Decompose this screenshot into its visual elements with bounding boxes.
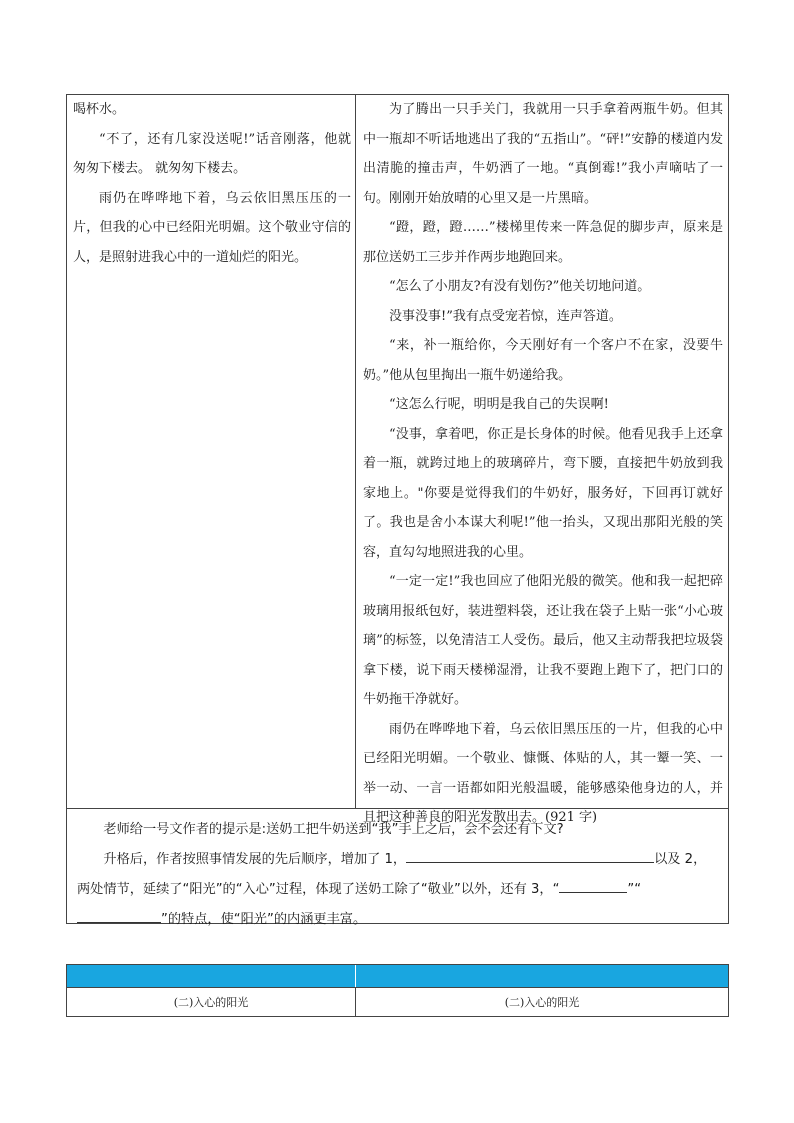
section-heading-table [66, 964, 729, 1017]
table-header-row [67, 965, 728, 987]
header-divider [355, 965, 356, 987]
left-essay-column [73, 95, 351, 272]
right-paragraph-4: 没事没事!”我有点受宠若惊，连声答道。 [389, 308, 622, 324]
question-suffix: 的特点，使“阳光”的内涵更丰富。 [167, 912, 367, 927]
right-paragraph-9: 雨仍在哗哗地下着，乌云依旧黑压压的一片，但我的心中已经阳光明媚。一个敬业、慷慨、体贴的人，其一颦一笑、一举一动、一言一语都如阳光般温暖，能够感染他身边的人，并且把这种善良的阳光发散出去。(921 字) [363, 721, 723, 825]
section-title-left: (二)入心的阳光 [173, 996, 249, 1009]
quote-mid: ”“ [627, 882, 642, 897]
essay-comparison-table [66, 94, 729, 927]
question-middle: 以及 2，两处情节，延续了“阳光”的“入心”过程，体现了送奶工除了“敬业”以外，还有 3， [77, 852, 707, 897]
right-paragraph-7: “没事，拿着吧，你正是长身体的时候。他看见我手上还拿着一瓶，就跨过地上的玻璃碎片，弯下腰，直接把牛奶放到我家地上。"你要是觉得我们的牛奶好，服务好，下回再订就好了。我也是舍小本谋大利呢!”他一抬头，又现出那阳光般的笑容，直勾勾地照进我的心里。 [363, 426, 723, 560]
answer-blank-3b[interactable] [77, 907, 161, 923]
right-paragraph-6: “这怎么行呢，明明是我自己的失误啊! [389, 397, 609, 412]
left-paragraph-1: 喝杯水。 [73, 102, 126, 117]
column-divider [355, 95, 356, 808]
right-paragraph-1: 为了腾出一只手关门，我就用一只手拿着两瓶牛奶。但其中一瓶却不听话地逃出了我的“五指山”。“砰!”安静的楼道内发出清脆的撞击声，牛奶洒了一地。“真倒霉!”我小声嘀咕了一句。刚刚开始放晴的心里又是一片黑暗。 [363, 102, 723, 206]
answer-blank-3a[interactable] [559, 877, 627, 893]
right-paragraph-5: “来，补一瓶给你，今天刚好有一个客户不在家，没要牛奶。”他从包里掏出一瓶牛奶递给我。 [363, 338, 723, 383]
right-essay-column [363, 95, 723, 833]
teacher-note [67, 809, 728, 935]
answer-blank-1[interactable] [406, 847, 654, 863]
teacher-hint: 老师给一号文作者的提示是:送奶工把牛奶送到“我”手上之后，会不会还有下文? [103, 822, 564, 837]
quote-open: “ [552, 882, 560, 897]
right-paragraph-3: “怎么了小朋友?有没有划伤?”他关切地问道。 [389, 279, 651, 294]
left-paragraph-2: “不了，还有几家没送呢!”话音刚落，他就匆匆下楼去。 就匆匆下楼去。 [73, 131, 351, 176]
right-paragraph-2: “蹬，蹬，蹬……”楼梯里传来一阵急促的脚步声，原来是那位送奶工三步并作两步地跑回来。 [363, 220, 723, 265]
section-title-right: (二)入心的阳光 [504, 996, 580, 1009]
quote-close: ” [161, 912, 168, 927]
left-paragraph-3: 雨仍在哗哗地下着，乌云依旧黑压压的一片，但我的心中已经阳光明媚。这个敬业守信的人，是照射进我心中的一道灿烂的阳光。 [73, 190, 351, 265]
question-prefix: 升格后，作者按照事情发展的先后顺序，增加了 1， [103, 852, 407, 867]
table-row [67, 987, 728, 1017]
right-paragraph-8: “一定一定!”我也回应了他阳光般的微笑。他和我一起把碎玻璃用报纸包好，装进塑料袋，还让我在袋子上贴一张“小心玻璃”的标签，以免清洁工人受伤。最后，他又主动帮我把垃圾袋拿下楼，说下雨天楼梯湿滑，让我不要跑上跑下了，把门口的牛奶拖干净就好。 [363, 574, 723, 707]
upgrade-question [77, 845, 716, 935]
